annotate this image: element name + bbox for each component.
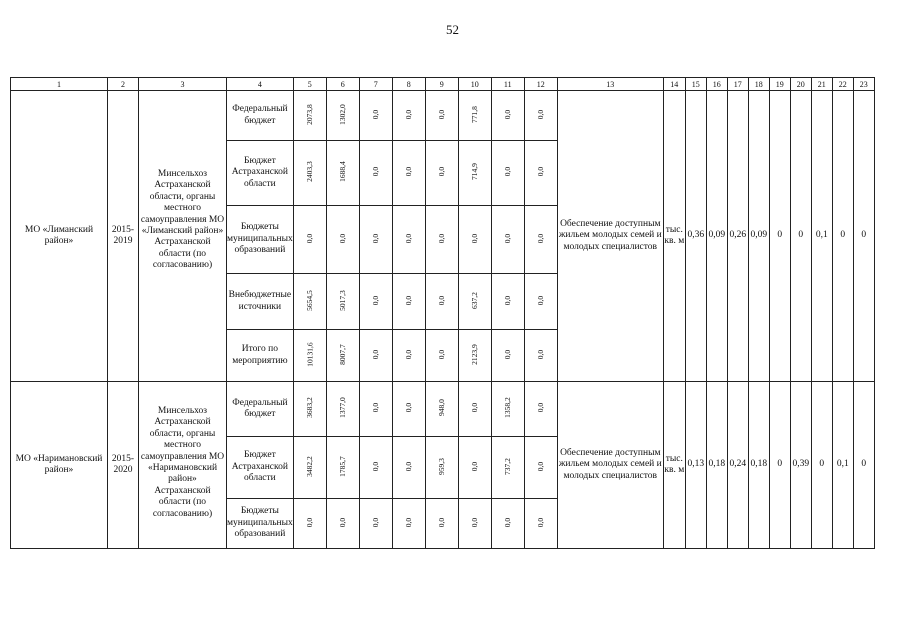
amount-cell	[293, 206, 326, 274]
indicator-cell: 0	[769, 91, 790, 382]
column-number: 7	[359, 78, 392, 91]
amount-value: 5017,3	[338, 289, 348, 311]
column-number: 9	[425, 78, 458, 91]
amount-cell	[392, 274, 425, 330]
amount-cell	[359, 274, 392, 330]
amount-value: 8007,7	[338, 343, 348, 365]
amount-cell	[491, 274, 524, 330]
table-row	[11, 382, 875, 437]
column-number: 20	[790, 78, 811, 91]
amount-value: 1377,0	[338, 397, 348, 419]
indicator-cell: 0,39	[790, 382, 811, 549]
amount-cell	[392, 330, 425, 382]
amount-cell	[524, 437, 557, 499]
amount-cell	[425, 330, 458, 382]
amount-cell	[458, 206, 491, 274]
amount-cell	[293, 499, 326, 549]
column-number: 1	[11, 78, 108, 91]
amount-value: 0,0	[470, 461, 480, 471]
column-number: 3	[139, 78, 227, 91]
indicator-cell: 0,26	[727, 91, 748, 382]
amount-cell	[458, 141, 491, 206]
amount-cell	[326, 382, 359, 437]
indicator-cell: 0,09	[748, 91, 769, 382]
amount-cell	[524, 382, 557, 437]
funding-source-cell: Бюджет Астраханской области	[227, 437, 294, 499]
amount-value: 0,0	[503, 517, 513, 527]
column-number: 10	[458, 78, 491, 91]
table-row	[11, 91, 875, 141]
indicator-cell: 0	[832, 91, 853, 382]
amount-value: 0,0	[371, 517, 381, 527]
amount-cell	[359, 437, 392, 499]
amount-cell	[359, 141, 392, 206]
amount-cell	[326, 91, 359, 141]
indicator-cell: 0,18	[706, 382, 727, 549]
amount-value: 0,0	[371, 349, 381, 359]
amount-value: 1785,7	[338, 455, 348, 477]
amount-value: 0,0	[536, 233, 546, 243]
amount-value: 0,0	[503, 295, 513, 305]
indicator-cell: 0,18	[748, 382, 769, 549]
column-number: 22	[832, 78, 853, 91]
indicator-cell: 0,13	[685, 382, 706, 549]
indicator-cell: 0	[853, 382, 874, 549]
column-number: 4	[227, 78, 294, 91]
column-number: 12	[524, 78, 557, 91]
amount-value: 0,0	[503, 233, 513, 243]
indicator-cell: 0,36	[685, 91, 706, 382]
indicator-cell: 0	[811, 382, 832, 549]
amount-value: 0,0	[371, 233, 381, 243]
amount-value: 1302,0	[338, 103, 348, 125]
amount-value: 0,0	[338, 233, 348, 243]
amount-cell	[326, 499, 359, 549]
amount-value: 637,2	[470, 291, 480, 309]
indicator-cell: 0,1	[832, 382, 853, 549]
amount-cell	[359, 382, 392, 437]
amount-value: 3683,2	[305, 397, 315, 419]
amount-cell	[293, 437, 326, 499]
amount-value: 714,9	[470, 163, 480, 181]
amount-value: 0,0	[404, 517, 414, 527]
amount-cell	[392, 141, 425, 206]
amount-value: 0,0	[470, 233, 480, 243]
municipality-cell: МО «Лиманский район»	[11, 91, 108, 382]
amount-value: 0,0	[404, 233, 414, 243]
amount-value: 0,0	[305, 517, 315, 527]
executor-cell: Минсельхоз Астраханской области, органы местного самоуправления МО «Лиманский район» Астраханской области (по согласованию)	[139, 91, 227, 382]
period-cell: 2015-2019	[108, 91, 139, 382]
funding-source-cell: Федеральный бюджет	[227, 91, 294, 141]
amount-cell	[458, 91, 491, 141]
indicator-cell: 0	[790, 91, 811, 382]
amount-value: 0,0	[404, 403, 414, 413]
goal-cell: Обеспечение доступным жильем молодых семей и молодых специалистов	[557, 382, 663, 549]
amount-cell	[491, 437, 524, 499]
amount-value: 0,0	[536, 461, 546, 471]
amount-value: 0,0	[404, 349, 414, 359]
amount-cell	[458, 274, 491, 330]
amount-value: 0,0	[437, 349, 447, 359]
unit-cell: тыс. кв. м	[663, 382, 685, 549]
funding-source-cell: Бюджеты муниципальных образований	[227, 206, 294, 274]
amount-cell	[359, 206, 392, 274]
amount-value: 10131,6	[305, 342, 315, 367]
amount-value: 0,0	[470, 517, 480, 527]
amount-value: 0,0	[404, 461, 414, 471]
amount-value: 2123,9	[470, 343, 480, 365]
funding-source-cell: Итого по мероприятию	[227, 330, 294, 382]
column-numbers-row	[11, 78, 875, 91]
amount-value: 1688,4	[338, 161, 348, 183]
amount-cell	[326, 206, 359, 274]
column-number: 19	[769, 78, 790, 91]
amount-value: 0,0	[503, 109, 513, 119]
indicator-cell: 0,24	[727, 382, 748, 549]
amount-cell	[326, 274, 359, 330]
amount-value: 0,0	[536, 349, 546, 359]
amount-cell	[458, 382, 491, 437]
amount-cell	[491, 382, 524, 437]
funding-source-cell: Федеральный бюджет	[227, 382, 294, 437]
amount-cell	[425, 141, 458, 206]
amount-cell	[491, 330, 524, 382]
amount-cell	[326, 330, 359, 382]
column-number: 6	[326, 78, 359, 91]
amount-value: 737,2	[503, 457, 513, 475]
indicator-cell: 0	[853, 91, 874, 382]
amount-cell	[524, 274, 557, 330]
indicator-cell: 0,09	[706, 91, 727, 382]
period-cell: 2015-2020	[108, 382, 139, 549]
amount-value: 0,0	[404, 167, 414, 177]
amount-cell	[524, 91, 557, 141]
amount-value: 0,0	[536, 403, 546, 413]
amount-value: 0,0	[503, 349, 513, 359]
executor-cell: Минсельхоз Астраханской области, органы местного самоуправления МО «Наримановский район» Астраханской области (по согласованию)	[139, 382, 227, 549]
amount-cell	[392, 437, 425, 499]
amount-cell	[524, 330, 557, 382]
amount-cell	[392, 206, 425, 274]
amount-cell	[392, 91, 425, 141]
amount-value: 0,0	[338, 517, 348, 527]
amount-cell	[425, 91, 458, 141]
amount-cell	[359, 499, 392, 549]
amount-cell	[425, 382, 458, 437]
indicator-cell: 0	[769, 382, 790, 549]
column-number: 13	[557, 78, 663, 91]
amount-cell	[524, 141, 557, 206]
amount-cell	[293, 330, 326, 382]
amount-cell	[524, 499, 557, 549]
column-number: 16	[706, 78, 727, 91]
amount-value: 0,0	[536, 167, 546, 177]
amount-value: 0,0	[437, 233, 447, 243]
column-number: 14	[663, 78, 685, 91]
funding-source-cell: Внебюджетные источники	[227, 274, 294, 330]
amount-cell	[425, 499, 458, 549]
amount-value: 0,0	[404, 109, 414, 119]
amount-cell	[425, 274, 458, 330]
amount-value: 0,0	[536, 109, 546, 119]
amount-value: 0,0	[371, 461, 381, 471]
amount-cell	[293, 141, 326, 206]
amount-cell	[359, 91, 392, 141]
unit-cell: тыс. кв. м	[663, 91, 685, 382]
page-number: 52	[446, 22, 459, 37]
amount-value: 771,8	[470, 105, 480, 123]
amount-cell	[392, 499, 425, 549]
amount-value: 0,0	[437, 109, 447, 119]
amount-value: 2403,3	[305, 161, 315, 183]
amount-value: 0,0	[536, 517, 546, 527]
funding-source-cell: Бюджеты муниципальных образований	[227, 499, 294, 549]
amount-value: 0,0	[503, 167, 513, 177]
amount-cell	[491, 499, 524, 549]
amount-cell	[326, 437, 359, 499]
amount-cell	[293, 91, 326, 141]
amount-cell	[293, 382, 326, 437]
amount-cell	[359, 330, 392, 382]
funding-source-cell: Бюджет Астраханской области	[227, 141, 294, 206]
column-number: 21	[811, 78, 832, 91]
amount-cell	[491, 91, 524, 141]
amount-value: 0,0	[305, 233, 315, 243]
amount-value: 0,0	[371, 295, 381, 305]
amount-value: 0,0	[437, 295, 447, 305]
column-number: 11	[491, 78, 524, 91]
amount-value: 5654,5	[305, 289, 315, 311]
amount-value: 3482,2	[305, 455, 315, 477]
program-table	[10, 77, 875, 549]
amount-cell	[293, 274, 326, 330]
amount-value: 0,0	[470, 403, 480, 413]
amount-cell	[491, 141, 524, 206]
column-number: 5	[293, 78, 326, 91]
amount-value: 0,0	[371, 109, 381, 119]
column-number: 15	[685, 78, 706, 91]
amount-cell	[425, 206, 458, 274]
amount-cell	[458, 437, 491, 499]
amount-cell	[458, 330, 491, 382]
column-number: 18	[748, 78, 769, 91]
goal-cell: Обеспечение доступным жильем молодых семей и молодых специалистов	[557, 91, 663, 382]
amount-value: 959,3	[437, 457, 447, 475]
municipality-cell: МО «Наримановский район»	[11, 382, 108, 549]
amount-value: 0,0	[536, 295, 546, 305]
amount-cell	[491, 206, 524, 274]
amount-cell	[524, 206, 557, 274]
amount-value: 0,0	[371, 167, 381, 177]
amount-cell	[425, 437, 458, 499]
column-number: 8	[392, 78, 425, 91]
amount-value: 0,0	[371, 403, 381, 413]
amount-value: 1358,2	[503, 397, 513, 419]
amount-value: 2073,8	[305, 103, 315, 125]
amount-cell	[392, 382, 425, 437]
column-number: 2	[108, 78, 139, 91]
amount-value: 0,0	[404, 295, 414, 305]
amount-cell	[326, 141, 359, 206]
amount-value: 948,0	[437, 399, 447, 417]
indicator-cell: 0,1	[811, 91, 832, 382]
amount-cell	[458, 499, 491, 549]
amount-value: 0,0	[437, 517, 447, 527]
column-number: 17	[727, 78, 748, 91]
amount-value: 0,0	[437, 167, 447, 177]
column-number: 23	[853, 78, 874, 91]
